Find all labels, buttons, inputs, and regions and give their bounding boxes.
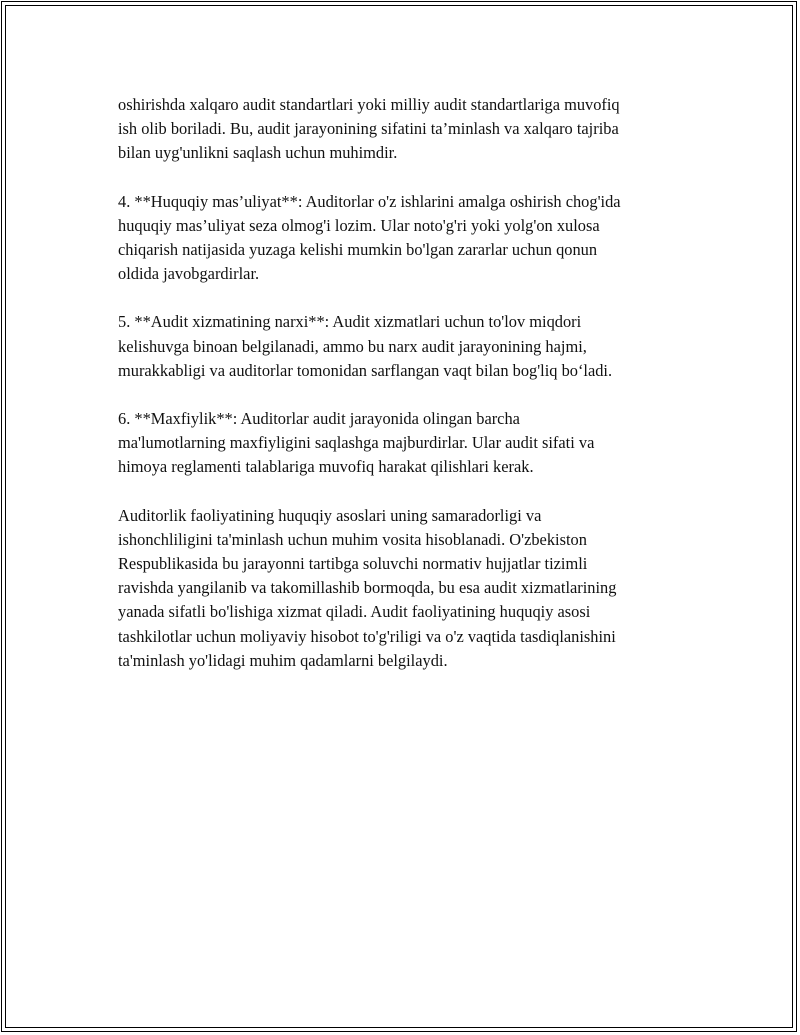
text-line: 6. **Maxfiylik**: Auditorlar audit jarayonida olingan barcha <box>118 409 520 429</box>
document-body <box>118 93 698 697</box>
text-line: oldida javobgardirlar. <box>118 264 260 284</box>
text-line: huquqiy mas’uliyat seza olmog'i lozim. Ular noto'g'ri yoki yolg'on xulosa <box>118 215 600 235</box>
text-line: ta'minlash yo'lidagi muhim qadamlarni belgilaydi. <box>118 650 448 670</box>
text-line: kelishuvga binoan belgilanadi, ammo bu narx audit jarayonining hajmi, <box>118 336 587 356</box>
text-line: Respublikasida bu jarayonni tartibga soluvchi normativ hujjatlar tizimli <box>118 554 588 574</box>
text-line: oshirishda xalqaro audit standartlari yoki milliy audit standartlariga muvofiq <box>118 95 620 114</box>
paragraph-continuation <box>118 93 698 166</box>
text-line: yanada sifatli bo'lishiga xizmat qiladi. Audit faoliyatining huquqiy asosi <box>118 602 591 622</box>
text-line: ish olib boriladi. Bu, audit jarayonining sifatini ta’minlash va xalqaro tajriba <box>118 119 619 139</box>
paragraph-item-6 <box>118 407 698 480</box>
paragraph-item-4 <box>118 190 698 287</box>
text-line: tashkilotlar uchun moliyaviy hisobot to'g'riligi va o'z vaqtida tasdiqlanishini <box>118 626 616 646</box>
paragraph-conclusion <box>118 504 698 673</box>
text-line: 4. **Huquqiy mas’uliyat**: Auditorlar o'z ishlarini amalga oshirish chog'ida <box>118 191 621 211</box>
text-line: ishonchliligini ta'minlash uchun muhim vosita hisoblanadi. O'zbekiston <box>118 529 587 549</box>
text-line: himoya reglamenti talablariga muvofiq harakat qilishlari kerak. <box>118 457 534 477</box>
text-line: ravishda yangilanib va takomillashib bormoqda, bu esa audit xizmatlarining <box>118 578 617 598</box>
text-line: chiqarish natijasida yuzaga kelishi mumkin bo'lgan zararlar uchun qonun <box>118 240 598 260</box>
text-line: 5. **Audit xizmatining narxi**: Audit xizmatlari uchun to'lov miqdori <box>118 312 582 332</box>
text-line: Auditorlik faoliyatining huquqiy asoslari uning samaradorligi va <box>118 505 542 525</box>
text-line: murakkabligi va auditorlar tomonidan sarflangan vaqt bilan bog'liq bo‘ladi. <box>118 360 613 380</box>
text-line: bilan uyg'unlikni saqlash uchun muhimdir. <box>118 143 398 163</box>
text-line: ma'lumotlarning maxfiyligini saqlashga majburdirlar. Ular audit sifati va <box>118 433 595 453</box>
paragraph-item-5 <box>118 310 698 383</box>
